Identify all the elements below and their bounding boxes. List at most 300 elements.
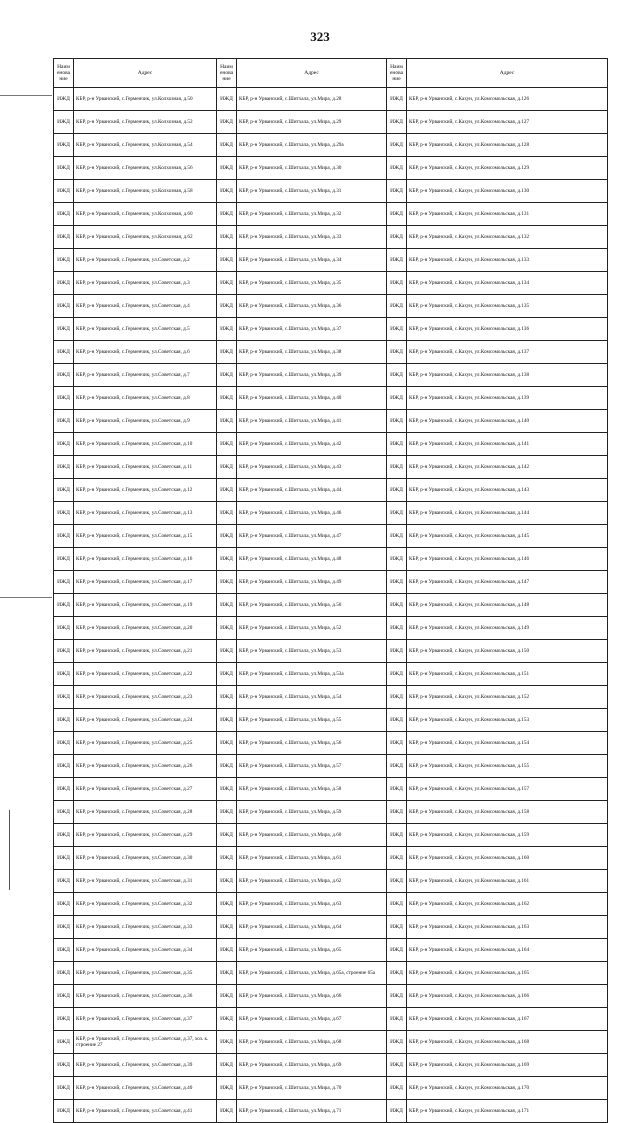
cell-type: ИЖД (387, 617, 407, 640)
cell-type: ИЖД (54, 962, 74, 985)
cell-type: ИЖД (54, 157, 74, 180)
cell-address: КБР, р-н Урванский, с.Шитхала, ул.Мира, д.42 (237, 433, 387, 456)
cell-type: ИЖД (217, 387, 237, 410)
header-address: Адрес (407, 59, 608, 88)
cell-address: КБР, р-н Урванский, с.Кахун, ул.Комсомольская, д.130 (407, 180, 608, 203)
cell-address: КБР, р-н Урванский, с.Герменчик, ул.Советская, д.39 (74, 1054, 217, 1077)
cell-address: КБР, р-н Урванский, с.Шитхала, ул.Мира, д.67 (237, 1008, 387, 1031)
cell-type: ИЖД (54, 180, 74, 203)
table-row (54, 157, 608, 180)
cell-type: ИЖД (217, 364, 237, 387)
cell-type: ИЖД (54, 249, 74, 272)
cell-address: КБР, р-н Урванский, с.Герменчик, ул.Советская, д.36 (74, 985, 217, 1008)
table-row (54, 870, 608, 893)
cell-address: КБР, р-н Урванский, с.Герменчик, ул.Советская, д.30 (74, 847, 217, 870)
cell-address: КБР, р-н Урванский, с.Шитхала, ул.Мира, д.65 (237, 939, 387, 962)
cell-type: ИЖД (217, 433, 237, 456)
cell-address: КБР, р-н Урванский, с.Шитхала, ул.Мира, д.59 (237, 801, 387, 824)
cell-address: КБР, р-н Урванский, с.Кахун, ул.Комсомольская, д.144 (407, 502, 608, 525)
cell-address: КБР, р-н Урванский, с.Герменчик, ул.Советская, д.20 (74, 617, 217, 640)
cell-address: КБР, р-н Урванский, с.Шитхала, ул.Мира, д.61 (237, 847, 387, 870)
cell-type: ИЖД (387, 962, 407, 985)
cell-address: КБР, р-н Урванский, с.Герменчик, ул.Советская, д.31 (74, 870, 217, 893)
cell-address: КБР, р-н Урванский, с.Кахун, ул.Комсомольская, д.170 (407, 1077, 608, 1100)
cell-address: КБР, р-н Урванский, с.Кахун, ул.Комсомольская, д.154 (407, 732, 608, 755)
cell-type: ИЖД (217, 1100, 237, 1123)
cell-type: ИЖД (387, 180, 407, 203)
table-row (54, 640, 608, 663)
cell-address: КБР, р-н Урванский, с.Шитхала, ул.Мира, д.28 (237, 88, 387, 111)
cell-type: ИЖД (387, 1008, 407, 1031)
cell-address: КБР, р-н Урванский, с.Кахун, ул.Комсомольская, д.137 (407, 341, 608, 364)
cell-type: ИЖД (387, 824, 407, 847)
table-row (54, 525, 608, 548)
cell-type: ИЖД (217, 870, 237, 893)
cell-address: КБР, р-н Урванский, с.Герменчик, ул.Колхозная, д.50 (74, 88, 217, 111)
cell-type: ИЖД (54, 134, 74, 157)
cell-address: КБР, р-н Урванский, с.Кахун, ул.Комсомольская, д.163 (407, 916, 608, 939)
table-row (54, 1077, 608, 1100)
cell-address: КБР, р-н Урванский, с.Кахун, ул.Комсомольская, д.152 (407, 686, 608, 709)
cell-type: ИЖД (217, 525, 237, 548)
table-row (54, 893, 608, 916)
cell-type: ИЖД (217, 640, 237, 663)
cell-address: КБР, р-н Урванский, с.Кахун, ул.Комсомольская, д.168 (407, 1031, 608, 1054)
cell-address: КБР, р-н Урванский, с.Шитхала, ул.Мира, д.35 (237, 272, 387, 295)
table-row (54, 341, 608, 364)
cell-address: КБР, р-н Урванский, с.Кахун, ул.Комсомольская, д.138 (407, 364, 608, 387)
cell-type: ИЖД (387, 203, 407, 226)
table-row (54, 203, 608, 226)
cell-type: ИЖД (387, 893, 407, 916)
table-row (54, 801, 608, 824)
table-row (54, 410, 608, 433)
cell-type: ИЖД (387, 88, 407, 111)
cell-address: КБР, р-н Урванский, с.Герменчик, ул.Советская, д.10 (74, 433, 217, 456)
cell-type: ИЖД (54, 1054, 74, 1077)
cell-address: КБР, р-н Урванский, с.Кахун, ул.Комсомольская, д.161 (407, 870, 608, 893)
cell-type: ИЖД (217, 272, 237, 295)
cell-address: КБР, р-н Урванский, с.Шитхала, ул.Мира, д.48 (237, 548, 387, 571)
cell-address: КБР, р-н Урванский, с.Кахун, ул.Комсомольская, д.139 (407, 387, 608, 410)
cell-address: КБР, р-н Урванский, с.Кахун, ул.Комсомольская, д.157 (407, 778, 608, 801)
cell-type: ИЖД (54, 916, 74, 939)
cell-address: КБР, р-н Урванский, с.Кахун, ул.Комсомольская, д.148 (407, 594, 608, 617)
table-row (54, 709, 608, 732)
cell-type: ИЖД (387, 1031, 407, 1054)
cell-type: ИЖД (54, 525, 74, 548)
cell-address: КБР, р-н Урванский, с.Герменчик, ул.Советская, д.25 (74, 732, 217, 755)
cell-type: ИЖД (54, 709, 74, 732)
cell-address: КБР, р-н Урванский, с.Герменчик, ул.Советская, д.8 (74, 387, 217, 410)
cell-address: КБР, р-н Урванский, с.Кахун, ул.Комсомольская, д.151 (407, 663, 608, 686)
cell-type: ИЖД (217, 410, 237, 433)
table-row (54, 548, 608, 571)
cell-address: КБР, р-н Урванский, с.Шитхала, ул.Мира, д.53 (237, 640, 387, 663)
table-row (54, 1008, 608, 1031)
cell-address: КБР, р-н Урванский, с.Шитхала, ул.Мира, д.63 (237, 893, 387, 916)
cell-address: КБР, р-н Урванский, с.Шитхала, ул.Мира, д.52 (237, 617, 387, 640)
page-number: 323 (310, 29, 330, 44)
table-row (54, 939, 608, 962)
cell-type: ИЖД (387, 502, 407, 525)
cell-address: КБР, р-н Урванский, с.Шитхала, ул.Мира, д.49 (237, 571, 387, 594)
cell-type: ИЖД (387, 272, 407, 295)
cell-address: КБР, р-н Урванский, с.Шитхала, ул.Мира, д.58 (237, 778, 387, 801)
cell-type: ИЖД (54, 571, 74, 594)
table-row (54, 755, 608, 778)
cell-type: ИЖД (387, 870, 407, 893)
cell-type: ИЖД (387, 732, 407, 755)
cell-type: ИЖД (387, 456, 407, 479)
scan-artifact-line (0, 95, 52, 96)
header-type: Наим енова ние (217, 59, 237, 88)
cell-type: ИЖД (387, 249, 407, 272)
cell-type: ИЖД (54, 870, 74, 893)
cell-address: КБР, р-н Урванский, с.Шитхала, ул.Мира, д.57 (237, 755, 387, 778)
cell-type: ИЖД (54, 272, 74, 295)
cell-address: КБР, р-н Урванский, с.Герменчик, ул.Советская, д.34 (74, 939, 217, 962)
cell-address: КБР, р-н Урванский, с.Шитхала, ул.Мира, д.41 (237, 410, 387, 433)
cell-type: ИЖД (54, 1077, 74, 1100)
cell-address: КБР, р-н Урванский, с.Шитхала, ул.Мира, д.65а, строение 65а (237, 962, 387, 985)
cell-address: КБР, р-н Урванский, с.Кахун, ул.Комсомольская, д.155 (407, 755, 608, 778)
cell-address: КБР, р-н Урванский, с.Шитхала, ул.Мира, д.32 (237, 203, 387, 226)
cell-address: КБР, р-н Урванский, с.Герменчик, ул.Колхозная, д.58 (74, 180, 217, 203)
cell-type: ИЖД (54, 939, 74, 962)
cell-type: ИЖД (217, 801, 237, 824)
cell-type: ИЖД (54, 479, 74, 502)
cell-address: КБР, р-н Урванский, с.Герменчик, ул.Советская, д.9 (74, 410, 217, 433)
cell-type: ИЖД (217, 916, 237, 939)
cell-type: ИЖД (217, 686, 237, 709)
cell-address: КБР, р-н Урванский, с.Шитхала, ул.Мира, д.66 (237, 985, 387, 1008)
cell-type: ИЖД (217, 709, 237, 732)
cell-address: КБР, р-н Урванский, с.Кахун, ул.Комсомольская, д.141 (407, 433, 608, 456)
cell-address: КБР, р-н Урванский, с.Герменчик, ул.Советская, д.37 (74, 1008, 217, 1031)
cell-type: ИЖД (217, 157, 237, 180)
cell-type: ИЖД (54, 1008, 74, 1031)
cell-address: КБР, р-н Урванский, с.Герменчик, ул.Советская, д.7 (74, 364, 217, 387)
cell-address: КБР, р-н Урванский, с.Шитхала, ул.Мира, д.71 (237, 1100, 387, 1123)
cell-address: КБР, р-н Урванский, с.Шитхала, ул.Мира, д.68 (237, 1031, 387, 1054)
table-row (54, 985, 608, 1008)
header-address: Адрес (74, 59, 217, 88)
cell-type: ИЖД (217, 571, 237, 594)
cell-address: КБР, р-н Урванский, с.Кахун, ул.Комсомольская, д.160 (407, 847, 608, 870)
cell-type: ИЖД (217, 594, 237, 617)
cell-type: ИЖД (387, 433, 407, 456)
cell-address: КБР, р-н Урванский, с.Герменчик, ул.Колхозная, д.60 (74, 203, 217, 226)
cell-address: КБР, р-н Урванский, с.Шитхала, ул.Мира, д.39 (237, 364, 387, 387)
cell-type: ИЖД (387, 571, 407, 594)
scan-artifact-line (0, 597, 52, 598)
cell-address: КБР, р-н Урванский, с.Кахун, ул.Комсомольская, д.149 (407, 617, 608, 640)
cell-type: ИЖД (54, 1100, 74, 1123)
table-header (54, 59, 608, 88)
cell-address: КБР, р-н Урванский, с.Шитхала, ул.Мира, д.40 (237, 387, 387, 410)
cell-type: ИЖД (217, 502, 237, 525)
table-row (54, 847, 608, 870)
cell-address: КБР, р-н Урванский, с.Кахун, ул.Комсомольская, д.140 (407, 410, 608, 433)
cell-type: ИЖД (54, 847, 74, 870)
cell-type: ИЖД (54, 686, 74, 709)
cell-type: ИЖД (387, 709, 407, 732)
table-row (54, 617, 608, 640)
cell-type: ИЖД (54, 617, 74, 640)
cell-address: КБР, р-н Урванский, с.Герменчик, ул.Советская, д.40 (74, 1077, 217, 1100)
cell-type: ИЖД (54, 456, 74, 479)
cell-address: КБР, р-н Урванский, с.Герменчик, ул.Советская, д.2 (74, 249, 217, 272)
table-row (54, 387, 608, 410)
cell-type: ИЖД (54, 387, 74, 410)
cell-address: КБР, р-н Урванский, с.Кахун, ул.Комсомольская, д.162 (407, 893, 608, 916)
table-row (54, 295, 608, 318)
cell-type: ИЖД (387, 1077, 407, 1100)
cell-address: КБР, р-н Урванский, с.Шитхала, ул.Мира, д.34 (237, 249, 387, 272)
header-address: Адрес (237, 59, 387, 88)
cell-address: КБР, р-н Урванский, с.Шитхала, ул.Мира, д.30 (237, 157, 387, 180)
table-row (54, 318, 608, 341)
cell-address: КБР, р-н Урванский, с.Кахун, ул.Комсомольская, д.136 (407, 318, 608, 341)
cell-address: КБР, р-н Урванский, с.Кахун, ул.Комсомольская, д.133 (407, 249, 608, 272)
table-row (54, 732, 608, 755)
cell-type: ИЖД (54, 755, 74, 778)
cell-type: ИЖД (54, 732, 74, 755)
cell-type: ИЖД (387, 686, 407, 709)
cell-type: ИЖД (387, 847, 407, 870)
cell-type: ИЖД (217, 180, 237, 203)
cell-address: КБР, р-н Урванский, с.Шитхала, ул.Мира, д.54 (237, 686, 387, 709)
cell-type: ИЖД (217, 548, 237, 571)
cell-address: КБР, р-н Урванский, с.Кахун, ул.Комсомольская, д.127 (407, 111, 608, 134)
cell-address: КБР, р-н Урванский, с.Герменчик, ул.Советская, д.3 (74, 272, 217, 295)
cell-type: ИЖД (217, 939, 237, 962)
cell-address: КБР, р-н Урванский, с.Шитхала, ул.Мира, д.64 (237, 916, 387, 939)
cell-type: ИЖД (387, 755, 407, 778)
cell-type: ИЖД (54, 203, 74, 226)
cell-address: КБР, р-н Урванский, с.Шитхала, ул.Мира, д.47 (237, 525, 387, 548)
table-row (54, 686, 608, 709)
cell-type: ИЖД (387, 364, 407, 387)
cell-type: ИЖД (387, 663, 407, 686)
table-row (54, 111, 608, 134)
cell-type: ИЖД (217, 1077, 237, 1100)
cell-type: ИЖД (217, 617, 237, 640)
cell-address: КБР, р-н Урванский, с.Кахун, ул.Комсомольская, д.129 (407, 157, 608, 180)
cell-type: ИЖД (217, 755, 237, 778)
cell-type: ИЖД (387, 594, 407, 617)
cell-address: КБР, р-н Урванский, с.Герменчик, ул.Колхозная, д.54 (74, 134, 217, 157)
table-row (54, 594, 608, 617)
cell-address: КБР, р-н Урванский, с.Кахун, ул.Комсомольская, д.131 (407, 203, 608, 226)
cell-address: КБР, р-н Урванский, с.Кахун, ул.Комсомольская, д.126 (407, 88, 608, 111)
cell-type: ИЖД (54, 778, 74, 801)
cell-type: ИЖД (387, 226, 407, 249)
cell-address: КБР, р-н Урванский, с.Кахун, ул.Комсомольская, д.135 (407, 295, 608, 318)
cell-address: КБР, р-н Урванский, с.Шитхала, ул.Мира, д.33 (237, 226, 387, 249)
cell-address: КБР, р-н Урванский, с.Кахун, ул.Комсомольская, д.143 (407, 479, 608, 502)
cell-type: ИЖД (387, 548, 407, 571)
table-row (54, 1031, 608, 1054)
table-row (54, 962, 608, 985)
cell-type: ИЖД (217, 847, 237, 870)
cell-type: ИЖД (217, 88, 237, 111)
cell-address: КБР, р-н Урванский, с.Шитхала, ул.Мира, д.38 (237, 341, 387, 364)
cell-address: КБР, р-н Урванский, с.Герменчик, ул.Советская, д.4 (74, 295, 217, 318)
cell-address: КБР, р-н Урванский, с.Шитхала, ул.Мира, д.36 (237, 295, 387, 318)
cell-address: КБР, р-н Урванский, с.Кахун, ул.Комсомольская, д.142 (407, 456, 608, 479)
cell-type: ИЖД (54, 318, 74, 341)
cell-address: КБР, р-н Урванский, с.Кахун, ул.Комсомольская, д.164 (407, 939, 608, 962)
cell-type: ИЖД (54, 502, 74, 525)
cell-address: КБР, р-н Урванский, с.Шитхала, ул.Мира, д.46 (237, 502, 387, 525)
cell-type: ИЖД (217, 295, 237, 318)
header-type: Наим енова ние (54, 59, 74, 88)
cell-address: КБР, р-н Урванский, с.Герменчик, ул.Советская, д.5 (74, 318, 217, 341)
cell-type: ИЖД (217, 824, 237, 847)
cell-type: ИЖД (387, 640, 407, 663)
cell-address: КБР, р-н Урванский, с.Герменчик, ул.Советская, д.29 (74, 824, 217, 847)
cell-type: ИЖД (217, 318, 237, 341)
table-row (54, 1054, 608, 1077)
cell-type: ИЖД (54, 111, 74, 134)
table-row (54, 226, 608, 249)
cell-address: КБР, р-н Урванский, с.Кахун, ул.Комсомольская, д.171 (407, 1100, 608, 1123)
cell-type: ИЖД (54, 824, 74, 847)
cell-type: ИЖД (54, 364, 74, 387)
cell-type: ИЖД (217, 893, 237, 916)
cell-type: ИЖД (217, 479, 237, 502)
cell-type: ИЖД (54, 640, 74, 663)
cell-address: КБР, р-н Урванский, с.Шитхала, ул.Мира, д.62 (237, 870, 387, 893)
cell-type: ИЖД (217, 1054, 237, 1077)
cell-type: ИЖД (54, 295, 74, 318)
cell-address: КБР, р-н Урванский, с.Герменчик, ул.Советская, д.6 (74, 341, 217, 364)
cell-type: ИЖД (54, 594, 74, 617)
cell-type: ИЖД (217, 111, 237, 134)
cell-address: КБР, р-н Урванский, с.Герменчик, ул.Советская, д.21 (74, 640, 217, 663)
cell-address: КБР, р-н Урванский, с.Герменчик, ул.Советская, д.35 (74, 962, 217, 985)
cell-type: ИЖД (387, 318, 407, 341)
table-row (54, 916, 608, 939)
cell-address: КБР, р-н Урванский, с.Кахун, ул.Комсомольская, д.128 (407, 134, 608, 157)
cell-type: ИЖД (54, 985, 74, 1008)
cell-type: ИЖД (217, 203, 237, 226)
cell-address: КБР, р-н Урванский, с.Герменчик, ул.Советская, д.41 (74, 1100, 217, 1123)
cell-address: КБР, р-н Урванский, с.Герменчик, ул.Советская, д.27 (74, 778, 217, 801)
cell-type: ИЖД (54, 893, 74, 916)
cell-type: ИЖД (387, 939, 407, 962)
scan-edge-line (9, 810, 10, 890)
table-row (54, 824, 608, 847)
cell-type: ИЖД (217, 341, 237, 364)
cell-type: ИЖД (387, 801, 407, 824)
table-body (54, 88, 608, 1123)
cell-address: КБР, р-н Урванский, с.Шитхала, ул.Мира, д.56 (237, 732, 387, 755)
cell-type: ИЖД (387, 479, 407, 502)
cell-type: ИЖД (387, 525, 407, 548)
cell-address: КБР, р-н Урванский, с.Кахун, ул.Комсомольская, д.165 (407, 962, 608, 985)
cell-address: КБР, р-н Урванский, с.Кахун, ул.Комсомольская, д.158 (407, 801, 608, 824)
cell-type: ИЖД (54, 341, 74, 364)
cell-address: КБР, р-н Урванский, с.Герменчик, ул.Советская, д.22 (74, 663, 217, 686)
cell-address: КБР, р-н Урванский, с.Герменчик, ул.Советская, д.32 (74, 893, 217, 916)
cell-type: ИЖД (217, 249, 237, 272)
cell-address: КБР, р-н Урванский, с.Кахун, ул.Комсомольская, д.147 (407, 571, 608, 594)
header-type: Наим енова ние (387, 59, 407, 88)
cell-type: ИЖД (217, 663, 237, 686)
cell-address: КБР, р-н Урванский, с.Шитхала, ул.Мира, д.53а (237, 663, 387, 686)
cell-type: ИЖД (54, 663, 74, 686)
table-row (54, 364, 608, 387)
table-row (54, 180, 608, 203)
cell-address: КБР, р-н Урванский, с.Шитхала, ул.Мира, д.37 (237, 318, 387, 341)
cell-address: КБР, р-н Урванский, с.Кахун, ул.Комсомольская, д.132 (407, 226, 608, 249)
cell-address: КБР, р-н Урванский, с.Герменчик, ул.Колхозная, д.52 (74, 111, 217, 134)
cell-address: КБР, р-н Урванский, с.Герменчик, ул.Советская, д.13 (74, 502, 217, 525)
table-row (54, 88, 608, 111)
cell-type: ИЖД (217, 985, 237, 1008)
table-row (54, 663, 608, 686)
table-row (54, 433, 608, 456)
cell-type: ИЖД (387, 1100, 407, 1123)
cell-type: ИЖД (387, 1054, 407, 1077)
table-row (54, 134, 608, 157)
table-row (54, 479, 608, 502)
cell-type: ИЖД (217, 778, 237, 801)
cell-address: КБР, р-н Урванский, с.Шитхала, ул.Мира, д.29 (237, 111, 387, 134)
cell-address: КБР, р-н Урванский, с.Герменчик, ул.Советская, д.24 (74, 709, 217, 732)
cell-address: КБР, р-н Урванский, с.Шитхала, ул.Мира, д.44 (237, 479, 387, 502)
cell-address: КБР, р-н Урванский, с.Герменчик, ул.Колхозная, д.62 (74, 226, 217, 249)
cell-address: КБР, р-н Урванский, с.Шитхала, ул.Мира, д.69 (237, 1054, 387, 1077)
cell-type: ИЖД (54, 88, 74, 111)
cell-type: ИЖД (54, 801, 74, 824)
cell-address: КБР, р-н Урванский, с.Герменчик, ул.Советская, д.23 (74, 686, 217, 709)
cell-address: КБР, р-н Урванский, с.Кахун, ул.Комсомольская, д.146 (407, 548, 608, 571)
cell-type: ИЖД (387, 410, 407, 433)
cell-address: КБР, р-н Урванский, с.Кахун, ул.Комсомольская, д.150 (407, 640, 608, 663)
cell-address: КБР, р-н Урванский, с.Герменчик, ул.Советская, д.11 (74, 456, 217, 479)
cell-type: ИЖД (387, 341, 407, 364)
cell-address: КБР, р-н Урванский, с.Кахун, ул.Комсомольская, д.134 (407, 272, 608, 295)
table-row (54, 456, 608, 479)
cell-address: КБР, р-н Урванский, с.Кахун, ул.Комсомольская, д.145 (407, 525, 608, 548)
table-row (54, 778, 608, 801)
cell-address: КБР, р-н Урванский, с.Герменчик, ул.Советская, д.26 (74, 755, 217, 778)
cell-address: КБР, р-н Урванский, с.Герменчик, ул.Советская, д.33 (74, 916, 217, 939)
cell-address: КБР, р-н Урванский, с.Шитхала, ул.Мира, д.50 (237, 594, 387, 617)
address-table (53, 58, 608, 1123)
cell-type: ИЖД (217, 456, 237, 479)
cell-address: КБР, р-н Урванский, с.Кахун, ул.Комсомольская, д.169 (407, 1054, 608, 1077)
cell-type: ИЖД (387, 778, 407, 801)
cell-type: ИЖД (387, 295, 407, 318)
cell-address: КБР, р-н Урванский, с.Герменчик, ул.Советская, д.12 (74, 479, 217, 502)
cell-address: КБР, р-н Урванский, с.Шитхала, ул.Мира, д.70 (237, 1077, 387, 1100)
cell-address: КБР, р-н Урванский, с.Кахун, ул.Комсомольская, д.159 (407, 824, 608, 847)
cell-address: КБР, р-н Урванский, с.Шитхала, ул.Мира, д.60 (237, 824, 387, 847)
cell-type: ИЖД (217, 1031, 237, 1054)
cell-address: КБР, р-н Урванский, с.Кахун, ул.Комсомольская, д.167 (407, 1008, 608, 1031)
cell-address: КБР, р-н Урванский, с.Герменчик, ул.Колхозная, д.56 (74, 157, 217, 180)
cell-address: КБР, р-н Урванский, с.Шитхала, ул.Мира, д.55 (237, 709, 387, 732)
cell-address: КБР, р-н Урванский, с.Шитхала, ул.Мира, д.43 (237, 456, 387, 479)
cell-address: КБР, р-н Урванский, с.Герменчик, ул.Советская, д.17 (74, 571, 217, 594)
cell-type: ИЖД (387, 111, 407, 134)
cell-address: КБР, р-н Урванский, с.Герменчик, ул.Советская, д.19 (74, 594, 217, 617)
